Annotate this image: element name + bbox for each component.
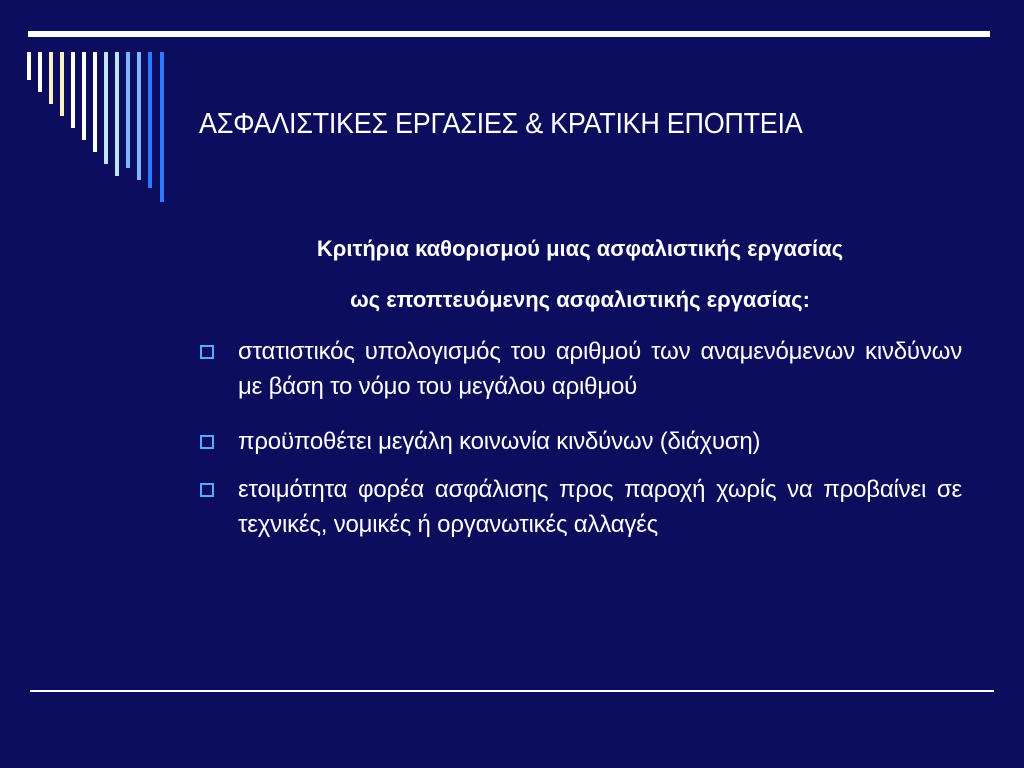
decor-stripe	[60, 52, 64, 116]
slide-title: ΑΣΦΑΛΙΣΤΙΚΕΣ ΕΡΓΑΣΙΕΣ & ΚΡΑΤΙΚΗ ΕΠΟΠΤΕΙΑ	[199, 108, 803, 140]
top-rule	[28, 31, 990, 37]
subtitle-line-2: ως εποπτευόμενης ασφαλιστικής εργασίας:	[350, 287, 810, 312]
decor-stripe	[38, 52, 42, 92]
bullet-text: ετοιμότητα φορέα ασφάλισης προς παροχή χωρίς να προβαίνει σε τεχνικές, νομικές ή οργανωτικές αλλαγές	[238, 476, 962, 538]
bullet-item	[200, 424, 962, 459]
decor-stripe	[126, 52, 130, 168]
bullet-item	[200, 334, 962, 404]
square-bullet-icon	[200, 483, 214, 497]
square-bullet-icon	[200, 345, 214, 359]
bullet-text: προϋποθέτει μεγάλη κοινωνία κινδύνων (διάχυση)	[238, 428, 761, 455]
decor-stripe	[27, 52, 31, 80]
decor-stripe	[160, 52, 164, 202]
decor-stripe	[104, 52, 108, 164]
decor-stripe	[137, 52, 141, 180]
square-bullet-icon	[200, 435, 214, 449]
decor-stripe	[148, 52, 152, 188]
subtitle-line-1: Κριτήρια καθορισμού μιας ασφαλιστικής εργασίας	[316, 236, 844, 261]
bottom-rule	[30, 690, 994, 692]
bullet-item	[200, 472, 962, 542]
decor-stripe	[71, 52, 75, 128]
decor-stripe	[49, 52, 53, 104]
decor-stripe	[115, 52, 119, 176]
bullet-text: στατιστικός υπολογισμός του αριθμού των αναμενόμενων κινδύνων με βάση το νόμο του μεγάλου αριθμού	[238, 338, 962, 400]
decor-stripe	[93, 52, 97, 152]
decor-stripe	[82, 52, 86, 140]
